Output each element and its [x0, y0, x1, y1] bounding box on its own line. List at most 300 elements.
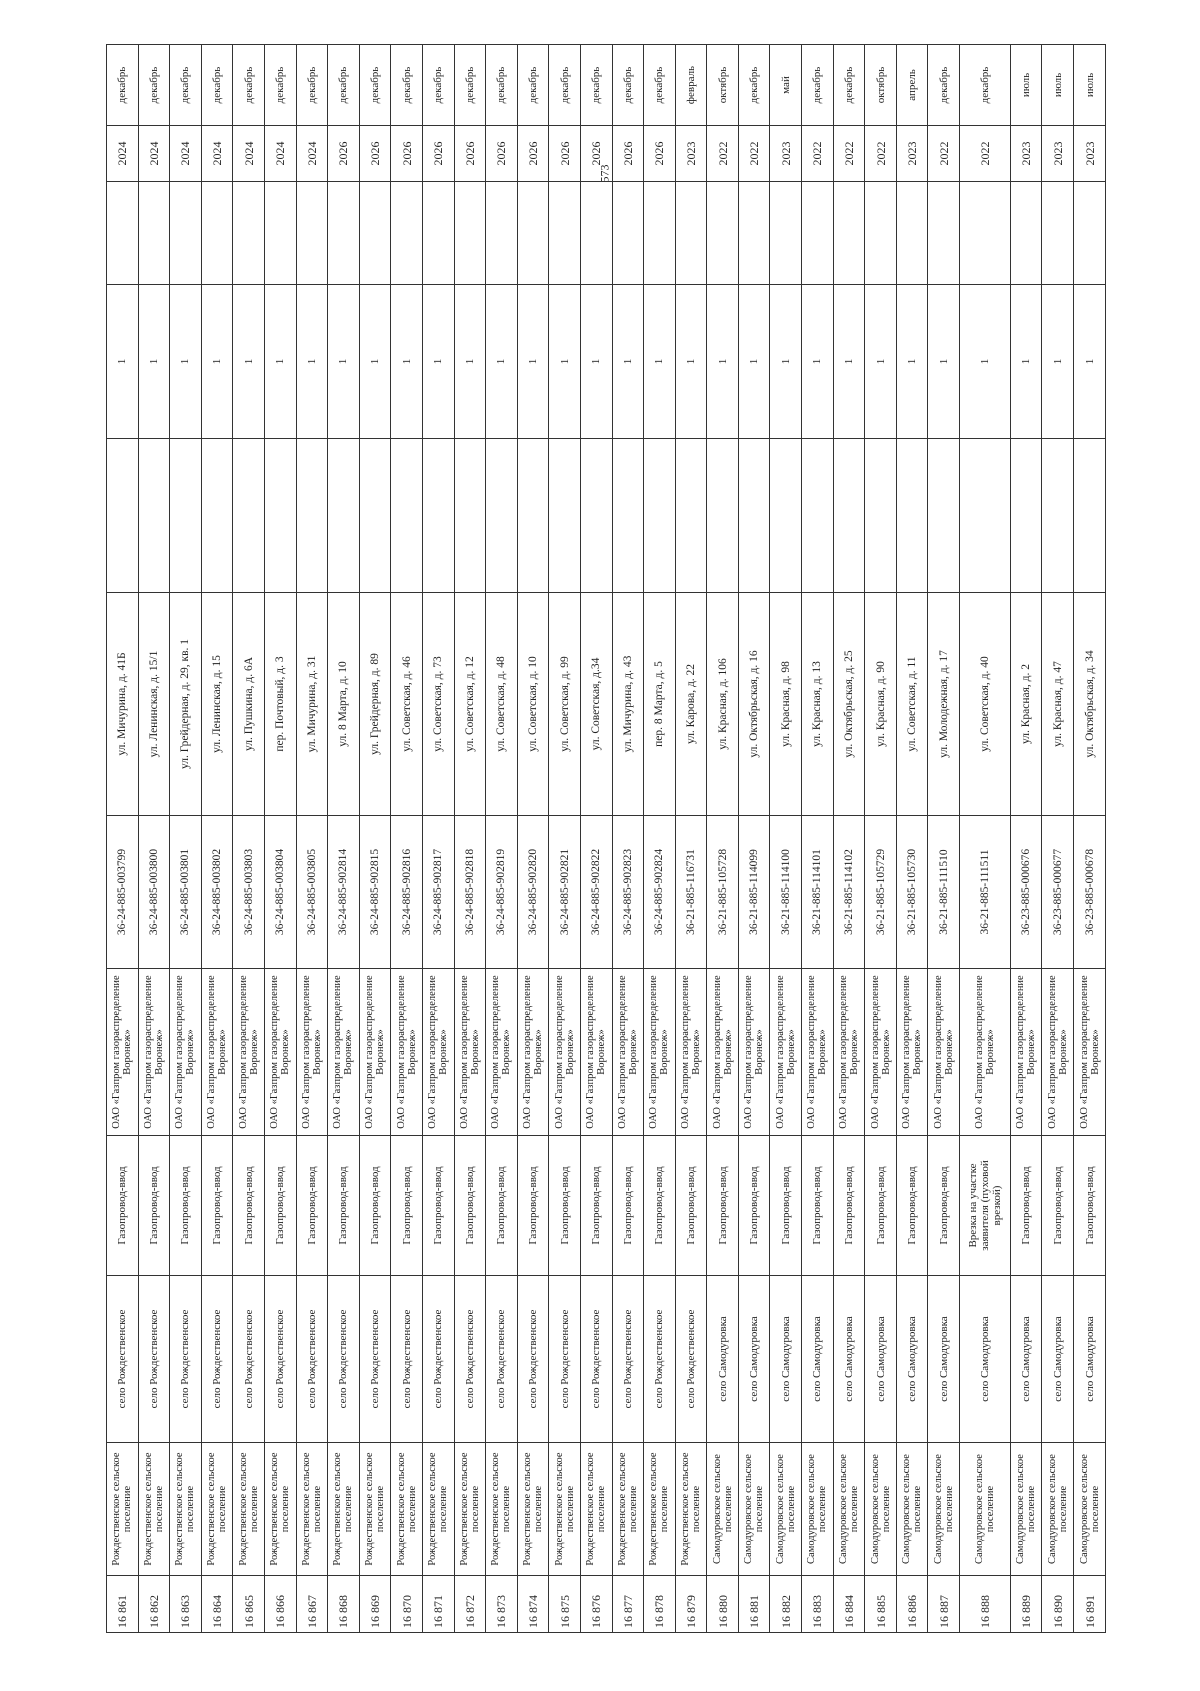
settlement-cell: село Самодуровка — [738, 1276, 770, 1443]
empty-cell-cell — [644, 182, 676, 285]
empty-cell-cell — [296, 439, 328, 593]
object-type-cell: Газопровод-ввод — [770, 1136, 802, 1276]
table-row — [138, 45, 170, 1633]
operator-cell: ОАО «Газпром газораспределение Воронеж» — [454, 969, 486, 1136]
settlement-cell: село Самодуровка — [833, 1276, 865, 1443]
object-id-cell: 36-24-885-003803 — [233, 816, 265, 969]
month-cell: декабрь — [170, 45, 202, 126]
row-number-cell: 16 870 — [391, 1576, 423, 1633]
row-number-cell: 16 884 — [833, 1576, 865, 1633]
row-number-cell: 16 869 — [359, 1576, 391, 1633]
empty-cell-cell — [233, 182, 265, 285]
address-cell: ул. Мичурина, д. 31 — [296, 593, 328, 816]
empty-cell-cell — [865, 182, 897, 285]
month-cell: декабрь — [391, 45, 423, 126]
object-type-cell: Газопровод-ввод — [644, 1136, 676, 1276]
table-row — [1042, 45, 1074, 1633]
page-number: 573 — [597, 164, 612, 183]
empty-cell-cell — [359, 182, 391, 285]
address-cell: ул. Красная, д. 98 — [770, 593, 802, 816]
municipality-cell: Самодуровское сельское поселение — [1074, 1443, 1106, 1576]
count-cell: 1 — [328, 285, 360, 439]
month-cell: декабрь — [454, 45, 486, 126]
municipality-cell: Рождественское сельское поселение — [359, 1443, 391, 1576]
empty-cell-cell — [802, 182, 834, 285]
month-cell: октябрь — [865, 45, 897, 126]
month-cell: декабрь — [549, 45, 581, 126]
object-id-cell: 36-21-885-114102 — [833, 816, 865, 969]
empty-cell-cell — [580, 182, 612, 285]
count-cell: 1 — [1042, 285, 1074, 439]
empty-cell-cell — [454, 439, 486, 593]
row-number-cell: 16 888 — [960, 1576, 1011, 1633]
count-cell: 1 — [264, 285, 296, 439]
row-number-cell: 16 867 — [296, 1576, 328, 1633]
address-cell: ул. Красная, д. 106 — [707, 593, 739, 816]
settlement-cell: село Рождественское — [170, 1276, 202, 1443]
year-cell: 2026 — [486, 126, 518, 182]
count-cell: 1 — [707, 285, 739, 439]
settlement-cell: село Рождественское — [296, 1276, 328, 1443]
table-row — [896, 45, 928, 1633]
address-cell: ул. Советская, д. 99 — [549, 593, 581, 816]
row-number-cell: 16 886 — [896, 1576, 928, 1633]
operator-cell: ОАО «Газпром газораспределение Воронеж» — [612, 969, 644, 1136]
settlement-cell: село Рождественское — [201, 1276, 233, 1443]
year-cell: 2022 — [960, 126, 1011, 182]
empty-cell-cell — [928, 182, 960, 285]
month-cell: апрель — [896, 45, 928, 126]
address-cell: пер. Почтовый, д. 3 — [264, 593, 296, 816]
operator-cell: ОАО «Газпром газораспределение Воронеж» — [201, 969, 233, 1136]
object-id-cell: 36-21-885-114101 — [802, 816, 834, 969]
settlement-cell: село Самодуровка — [1042, 1276, 1074, 1443]
count-cell: 1 — [138, 285, 170, 439]
empty-cell-cell — [264, 182, 296, 285]
address-cell: ул. 8 Марта, д. 10 — [328, 593, 360, 816]
object-id-cell: 36-24-885-902814 — [328, 816, 360, 969]
municipality-cell: Самодуровское сельское поселение — [896, 1443, 928, 1576]
operator-cell: ОАО «Газпром газораспределение Воронеж» — [1010, 969, 1042, 1136]
year-cell: 2023 — [675, 126, 707, 182]
empty-cell-cell — [138, 182, 170, 285]
month-cell: декабрь — [486, 45, 518, 126]
empty-cell-cell — [296, 182, 328, 285]
operator-cell: ОАО «Газпром газораспределение Воронеж» — [233, 969, 265, 1136]
object-id-cell: 36-24-885-902820 — [517, 816, 549, 969]
object-id-cell: 36-21-885-105730 — [896, 816, 928, 969]
operator-cell: ОАО «Газпром газораспределение Воронеж» — [1042, 969, 1074, 1136]
address-cell: пер. 8 Марта, д. 5 — [644, 593, 676, 816]
municipality-cell: Рождественское сельское поселение — [233, 1443, 265, 1576]
year-cell: 2023 — [770, 126, 802, 182]
operator-cell: ОАО «Газпром газораспределение Воронеж» — [928, 969, 960, 1136]
municipality-cell: Самодуровское сельское поселение — [865, 1443, 897, 1576]
object-type-cell: Газопровод-ввод — [264, 1136, 296, 1276]
year-cell: 2026 — [644, 126, 676, 182]
row-number-cell: 16 872 — [454, 1576, 486, 1633]
row-number-cell: 16 885 — [865, 1576, 897, 1633]
object-type-cell: Газопровод-ввод — [802, 1136, 834, 1276]
month-cell: декабрь — [960, 45, 1011, 126]
year-cell: 2024 — [201, 126, 233, 182]
month-cell: май — [770, 45, 802, 126]
table-row — [770, 45, 802, 1633]
address-cell: ул. Карова, д. 22 — [675, 593, 707, 816]
settlement-cell: село Рождественское — [422, 1276, 454, 1443]
row-number-cell: 16 878 — [644, 1576, 676, 1633]
table-row — [170, 45, 202, 1633]
operator-cell: ОАО «Газпром газораспределение Воронеж» — [960, 969, 1011, 1136]
empty-cell-cell — [422, 182, 454, 285]
empty-cell-cell — [107, 439, 139, 593]
object-type-cell: Газопровод-ввод — [296, 1136, 328, 1276]
year-cell: 2026 — [580, 126, 612, 182]
object-type-cell: Газопровод-ввод — [549, 1136, 581, 1276]
count-cell: 1 — [580, 285, 612, 439]
table-row — [833, 45, 865, 1633]
empty-cell-cell — [1074, 182, 1106, 285]
address-cell: ул. Октябрьская, д. 16 — [738, 593, 770, 816]
table-row — [675, 45, 707, 1633]
table-row — [233, 45, 265, 1633]
month-cell: декабрь — [644, 45, 676, 126]
year-cell: 2023 — [1010, 126, 1042, 182]
year-cell: 2022 — [802, 126, 834, 182]
empty-cell-cell — [802, 439, 834, 593]
municipality-cell: Самодуровское сельское поселение — [770, 1443, 802, 1576]
empty-cell-cell — [486, 182, 518, 285]
object-type-cell: Газопровод-ввод — [1074, 1136, 1106, 1276]
row-number-cell: 16 866 — [264, 1576, 296, 1633]
settlement-cell: село Рождественское — [328, 1276, 360, 1443]
address-cell: ул. Советская, д. 11 — [896, 593, 928, 816]
municipality-cell: Рождественское сельское поселение — [107, 1443, 139, 1576]
table-row — [264, 45, 296, 1633]
year-cell: 2024 — [138, 126, 170, 182]
empty-cell-cell — [517, 439, 549, 593]
object-type-cell: Газопровод-ввод — [738, 1136, 770, 1276]
year-cell: 2022 — [865, 126, 897, 182]
address-cell: ул. Мичурина, д. 41Б — [107, 593, 139, 816]
year-cell: 2024 — [264, 126, 296, 182]
municipality-cell: Самодуровское сельское поселение — [960, 1443, 1011, 1576]
empty-cell-cell — [454, 182, 486, 285]
table-row — [359, 45, 391, 1633]
row-number-cell: 16 880 — [707, 1576, 739, 1633]
municipality-cell: Рождественское сельское поселение — [549, 1443, 581, 1576]
row-number-cell: 16 889 — [1010, 1576, 1042, 1633]
count-cell: 1 — [770, 285, 802, 439]
address-cell: ул. Советская, д.34 — [580, 593, 612, 816]
count-cell: 1 — [422, 285, 454, 439]
object-id-cell: 36-23-885-000677 — [1042, 816, 1074, 969]
empty-cell-cell — [1010, 439, 1042, 593]
address-cell: ул. Советская, д. 46 — [391, 593, 423, 816]
table-row — [865, 45, 897, 1633]
empty-cell-cell — [264, 439, 296, 593]
settlement-cell: село Рождественское — [359, 1276, 391, 1443]
count-cell: 1 — [233, 285, 265, 439]
month-cell: июль — [1010, 45, 1042, 126]
month-cell: февраль — [675, 45, 707, 126]
table-row — [580, 45, 612, 1633]
year-cell: 2022 — [738, 126, 770, 182]
municipality-cell: Самодуровское сельское поселение — [1010, 1443, 1042, 1576]
settlement-cell: село Рождественское — [233, 1276, 265, 1443]
operator-cell: ОАО «Газпром газораспределение Воронеж» — [1074, 969, 1106, 1136]
table-row — [1074, 45, 1106, 1633]
address-cell: ул. Советская, д. 48 — [486, 593, 518, 816]
year-cell: 2024 — [170, 126, 202, 182]
operator-cell: ОАО «Газпром газораспределение Воронеж» — [391, 969, 423, 1136]
municipality-cell: Рождественское сельское поселение — [296, 1443, 328, 1576]
table-row — [549, 45, 581, 1633]
month-cell: декабрь — [517, 45, 549, 126]
empty-cell-cell — [1042, 439, 1074, 593]
municipality-cell: Рождественское сельское поселение — [391, 1443, 423, 1576]
object-id-cell: 36-24-885-003799 — [107, 816, 139, 969]
empty-cell-cell — [675, 439, 707, 593]
settlement-cell: село Рождественское — [612, 1276, 644, 1443]
operator-cell: ОАО «Газпром газораспределение Воронеж» — [865, 969, 897, 1136]
settlement-cell: село Рождественское — [517, 1276, 549, 1443]
address-cell: ул. Октябрьская, д. 25 — [833, 593, 865, 816]
object-id-cell: 36-23-885-000676 — [1010, 816, 1042, 969]
municipality-cell: Рождественское сельское поселение — [264, 1443, 296, 1576]
row-number-cell: 16 882 — [770, 1576, 802, 1633]
row-number-cell: 16 875 — [549, 1576, 581, 1633]
object-id-cell: 36-24-885-902818 — [454, 816, 486, 969]
object-id-cell: 36-24-885-003801 — [170, 816, 202, 969]
object-type-cell: Газопровод-ввод — [865, 1136, 897, 1276]
count-cell: 1 — [359, 285, 391, 439]
count-cell: 1 — [454, 285, 486, 439]
operator-cell: ОАО «Газпром газораспределение Воронеж» — [738, 969, 770, 1136]
empty-cell-cell — [328, 439, 360, 593]
rotated-table-container — [106, 45, 1106, 1633]
address-cell: ул. Молодежная, д. 17 — [928, 593, 960, 816]
empty-cell-cell — [707, 182, 739, 285]
count-cell: 1 — [296, 285, 328, 439]
month-cell: декабрь — [233, 45, 265, 126]
settlement-cell: село Рождественское — [580, 1276, 612, 1443]
settlement-cell: село Рождественское — [549, 1276, 581, 1443]
year-cell: 2026 — [612, 126, 644, 182]
municipality-cell: Рождественское сельское поселение — [644, 1443, 676, 1576]
municipality-cell: Рождественское сельское поселение — [580, 1443, 612, 1576]
object-id-cell: 36-23-885-000678 — [1074, 816, 1106, 969]
address-cell: ул. Красная, д. 90 — [865, 593, 897, 816]
month-cell: декабрь — [328, 45, 360, 126]
year-cell: 2026 — [422, 126, 454, 182]
object-id-cell: 36-24-885-902821 — [549, 816, 581, 969]
operator-cell: ОАО «Газпром газораспределение Воронеж» — [296, 969, 328, 1136]
object-type-cell: Газопровод-ввод — [612, 1136, 644, 1276]
table-body — [107, 45, 1106, 1633]
month-cell: декабрь — [580, 45, 612, 126]
object-type-cell: Газопровод-ввод — [896, 1136, 928, 1276]
object-type-cell: Врезка на участке заявителя (пуховой врезкой) — [960, 1136, 1011, 1276]
count-cell: 1 — [1010, 285, 1042, 439]
empty-cell-cell — [770, 182, 802, 285]
empty-cell-cell — [549, 182, 581, 285]
municipality-cell: Рождественское сельское поселение — [422, 1443, 454, 1576]
table-row — [486, 45, 518, 1633]
object-id-cell: 36-24-885-003804 — [264, 816, 296, 969]
object-id-cell: 36-21-885-111511 — [960, 816, 1011, 969]
count-cell: 1 — [486, 285, 518, 439]
settlement-cell: село Самодуровка — [1074, 1276, 1106, 1443]
object-id-cell: 36-21-885-105728 — [707, 816, 739, 969]
object-id-cell: 36-24-885-003800 — [138, 816, 170, 969]
empty-cell-cell — [170, 182, 202, 285]
municipality-cell: Рождественское сельское поселение — [612, 1443, 644, 1576]
empty-cell-cell — [644, 439, 676, 593]
object-type-cell: Газопровод-ввод — [517, 1136, 549, 1276]
address-cell: ул. Красная, д. 13 — [802, 593, 834, 816]
count-cell: 1 — [644, 285, 676, 439]
object-id-cell: 36-24-885-003805 — [296, 816, 328, 969]
month-cell: июль — [1074, 45, 1106, 126]
municipality-cell: Самодуровское сельское поселение — [707, 1443, 739, 1576]
row-number-cell: 16 868 — [328, 1576, 360, 1633]
month-cell: октябрь — [707, 45, 739, 126]
object-id-cell: 36-24-885-902819 — [486, 816, 518, 969]
row-number-cell: 16 865 — [233, 1576, 265, 1633]
year-cell: 2026 — [517, 126, 549, 182]
empty-cell-cell — [517, 182, 549, 285]
empty-cell-cell — [896, 439, 928, 593]
object-id-cell: 36-24-885-902824 — [644, 816, 676, 969]
operator-cell: ОАО «Газпром газораспределение Воронеж» — [107, 969, 139, 1136]
empty-cell-cell — [833, 439, 865, 593]
address-cell: ул. Ленинская, д. 15/1 — [138, 593, 170, 816]
operator-cell: ОАО «Газпром газораспределение Воронеж» — [580, 969, 612, 1136]
object-id-cell: 36-21-885-111510 — [928, 816, 960, 969]
operator-cell: ОАО «Газпром газораспределение Воронеж» — [770, 969, 802, 1136]
count-cell: 1 — [391, 285, 423, 439]
object-type-cell: Газопровод-ввод — [107, 1136, 139, 1276]
object-type-cell: Газопровод-ввод — [1042, 1136, 1074, 1276]
address-cell: ул. Пушкина, д. 6А — [233, 593, 265, 816]
empty-cell-cell — [675, 182, 707, 285]
object-type-cell: Газопровод-ввод — [422, 1136, 454, 1276]
settlement-cell: село Самодуровка — [770, 1276, 802, 1443]
address-cell: ул. Советская, д. 12 — [454, 593, 486, 816]
empty-cell-cell — [960, 182, 1011, 285]
empty-cell-cell — [233, 439, 265, 593]
year-cell: 2022 — [707, 126, 739, 182]
table-row — [802, 45, 834, 1633]
row-number-cell: 16 890 — [1042, 1576, 1074, 1633]
municipality-cell: Самодуровское сельское поселение — [928, 1443, 960, 1576]
municipality-cell: Самодуровское сельское поселение — [802, 1443, 834, 1576]
table-row — [391, 45, 423, 1633]
count-cell: 1 — [738, 285, 770, 439]
object-type-cell: Газопровод-ввод — [201, 1136, 233, 1276]
operator-cell: ОАО «Газпром газораспределение Воронеж» — [707, 969, 739, 1136]
municipality-cell: Рождественское сельское поселение — [517, 1443, 549, 1576]
table-row — [517, 45, 549, 1633]
settlement-cell: село Рождественское — [264, 1276, 296, 1443]
municipality-cell: Рождественское сельское поселение — [675, 1443, 707, 1576]
table-row — [296, 45, 328, 1633]
month-cell: декабрь — [802, 45, 834, 126]
row-number-cell: 16 861 — [107, 1576, 139, 1633]
year-cell: 2024 — [296, 126, 328, 182]
year-cell: 2024 — [233, 126, 265, 182]
empty-cell-cell — [201, 182, 233, 285]
object-type-cell: Газопровод-ввод — [833, 1136, 865, 1276]
operator-cell: ОАО «Газпром газораспределение Воронеж» — [517, 969, 549, 1136]
address-cell: ул. Октябрьская, д. 34 — [1074, 593, 1106, 816]
empty-cell-cell — [170, 439, 202, 593]
operator-cell: ОАО «Газпром газораспределение Воронеж» — [359, 969, 391, 1136]
table-row — [107, 45, 139, 1633]
empty-cell-cell — [1042, 182, 1074, 285]
object-type-cell: Газопровод-ввод — [328, 1136, 360, 1276]
month-cell: декабрь — [833, 45, 865, 126]
object-type-cell: Газопровод-ввод — [138, 1136, 170, 1276]
municipality-cell: Самодуровское сельское поселение — [738, 1443, 770, 1576]
operator-cell: ОАО «Газпром газораспределение Воронеж» — [644, 969, 676, 1136]
empty-cell-cell — [422, 439, 454, 593]
year-cell: 2026 — [391, 126, 423, 182]
empty-cell-cell — [1010, 182, 1042, 285]
year-cell: 2023 — [1074, 126, 1106, 182]
empty-cell-cell — [486, 439, 518, 593]
municipality-cell: Рождественское сельское поселение — [170, 1443, 202, 1576]
row-number-cell: 16 891 — [1074, 1576, 1106, 1633]
count-cell: 1 — [802, 285, 834, 439]
operator-cell: ОАО «Газпром газораспределение Воронеж» — [549, 969, 581, 1136]
row-number-cell: 16 883 — [802, 1576, 834, 1633]
address-cell: ул. Советская, д. 40 — [960, 593, 1011, 816]
table-row — [328, 45, 360, 1633]
object-type-cell: Газопровод-ввод — [233, 1136, 265, 1276]
month-cell: декабрь — [138, 45, 170, 126]
month-cell: декабрь — [359, 45, 391, 126]
count-cell: 1 — [201, 285, 233, 439]
empty-cell-cell — [928, 439, 960, 593]
table-row — [707, 45, 739, 1633]
operator-cell: ОАО «Газпром газораспределение Воронеж» — [675, 969, 707, 1136]
settlement-cell: село Рождественское — [454, 1276, 486, 1443]
row-number-cell: 16 877 — [612, 1576, 644, 1633]
count-cell: 1 — [675, 285, 707, 439]
object-type-cell: Газопровод-ввод — [675, 1136, 707, 1276]
object-id-cell: 36-24-885-902823 — [612, 816, 644, 969]
municipality-cell: Рождественское сельское поселение — [454, 1443, 486, 1576]
count-cell: 1 — [928, 285, 960, 439]
object-id-cell: 36-24-885-902815 — [359, 816, 391, 969]
settlement-cell: село Рождественское — [644, 1276, 676, 1443]
object-type-cell: Газопровод-ввод — [454, 1136, 486, 1276]
count-cell: 1 — [960, 285, 1011, 439]
year-cell: 2026 — [454, 126, 486, 182]
address-cell: ул. Ленинская, д. 15 — [201, 593, 233, 816]
empty-cell-cell — [1074, 439, 1106, 593]
row-number-cell: 16 863 — [170, 1576, 202, 1633]
empty-cell-cell — [738, 182, 770, 285]
empty-cell-cell — [580, 439, 612, 593]
empty-cell-cell — [865, 439, 897, 593]
empty-cell-cell — [359, 439, 391, 593]
municipality-cell: Рождественское сельское поселение — [486, 1443, 518, 1576]
settlement-cell: село Рождественское — [107, 1276, 139, 1443]
month-cell: декабрь — [201, 45, 233, 126]
